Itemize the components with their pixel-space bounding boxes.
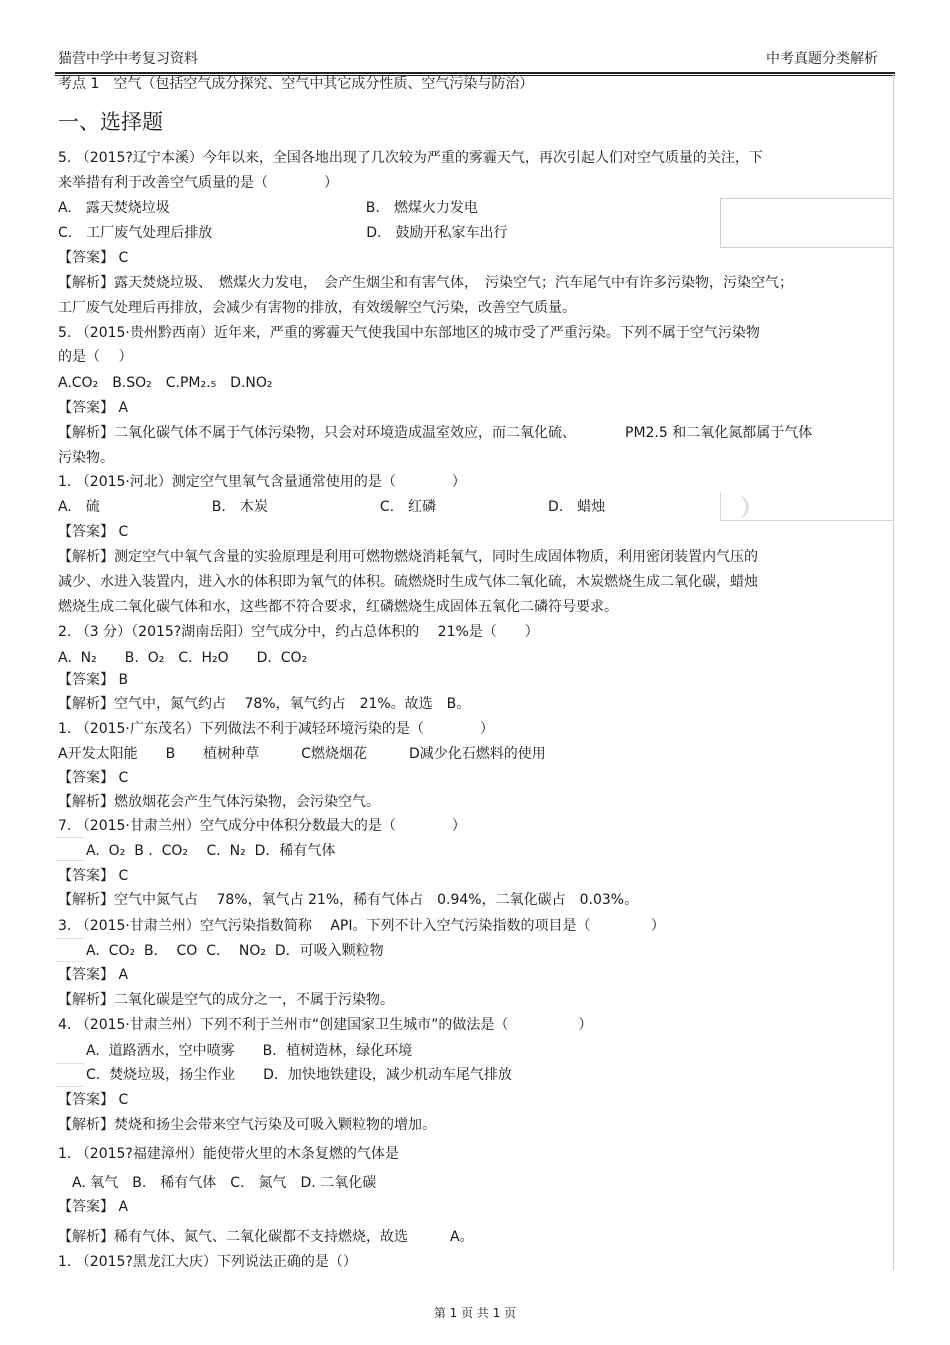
margin-arc-mark (722, 495, 749, 519)
explanation-line: 【解析】露天焚烧垃圾、 燃煤火力发电， 会产生烟尘和有害气体， 污染空气；汽车尾气中有许多污染物，污染空气； (58, 275, 793, 291)
explanation-line: 减少、水进入装置内，进入水的体积即为氧气的体积。硫燃烧时生成气体二氧化硫，木炭燃烧生成二氧化碳，蜡烛 (58, 574, 758, 590)
choice-line: C. 焚烧垃圾，扬尘作业 D．加快地铁建设，减少机动车尾气排放 (58, 1067, 512, 1083)
choice-line: A. O₂ B . CO₂ C. N₂ D．稀有气体 (58, 843, 336, 859)
answer-line: 【答案】 C (58, 868, 129, 884)
margin-box (720, 198, 894, 248)
question-stem: 4. （2015·甘肃兰州）下列不利于兰州市“创建国家卫生城市”的做法是（ ） (58, 1017, 593, 1033)
answer-line: 【答案】 C (58, 250, 129, 266)
right-margin-line (893, 75, 894, 1270)
choice-line: A. 露天焚烧垃圾 B. 燃煤火力发电 (58, 200, 478, 216)
choice-line: A. 氧气 B. 稀有气体 C. 氮气 D. 二氧化碳 (58, 1175, 377, 1191)
choice-line: A. 道路洒水，空中喷雾 B．植树造林，绿化环境 (58, 1043, 413, 1059)
question-stem: 1. （2015·河北）测定空气里氧气含量通常使用的是（ ） (58, 474, 466, 490)
answer-line: 【答案】 C (58, 770, 129, 786)
page-footer: 第 1 页 共 1 页 (433, 1306, 517, 1320)
section-heading: 一、选择题 (58, 110, 163, 134)
header-left: 猫营中学中考复习资料 (58, 51, 198, 67)
choice-line: A. CO₂ B． CO C． NO₂ D．可吸入颗粒物 (58, 943, 384, 959)
choice-line: A.CO₂ B.SO₂ C.PM₂.₅ D.NO₂ (58, 375, 273, 391)
explanation-line: 【解析】燃放烟花会产生气体污染物，会污染空气。 (58, 794, 380, 810)
question-stem: 2. （3 分）（2015?湖南岳阳）空气成分中，约占总体积的 21%是（ ） (58, 624, 539, 640)
question-stem: 7. （2015·甘肃兰州）空气成分中体积分数最大的是（ ） (58, 818, 466, 834)
header-right: 中考真题分类解析 (766, 51, 878, 67)
choice-line: A. N₂ B. O₂ C. H₂O D. CO₂ (58, 650, 308, 666)
header-rule (55, 72, 895, 74)
explanation-line: 【解析】二氧化碳气体不属于气体污染物，只会对环境造成温室效应，而二氧化硫、 PM2.5 和二氧化氮都属于气体 (58, 425, 813, 441)
question-stem: 3. （2015·甘肃兰州）空气污染指数简称 API。下列不计入空气污染指数的项目是（ ） (58, 918, 665, 934)
choice-line: A开发太阳能 B 植树种草 C燃烧烟花 D减少化石燃料的使用 (58, 746, 546, 762)
answer-line: 【答案】 C (58, 1092, 129, 1108)
topic-title: 考点 1 空气（包括空气成分探究、空气中其它成分性质、空气污染与防治） (58, 76, 534, 92)
question-stem: 1. （2015·广东茂名）下列做法不利于减轻环境污染的是（ ） (58, 721, 494, 737)
question-stem: 1. （2015?黑龙江大庆）下列说法正确的是（） (58, 1254, 357, 1270)
explanation-line: 【解析】空气中，氮气约占 78%，氧气约占 21%。故选 B。 (58, 696, 471, 712)
question-stem: 5. （2015·贵州黔西南）近年来，严重的雾霾天气使我国中东部地区的城市受了严重污染。下列不属于空气污染物 (58, 325, 760, 341)
answer-line: 【答案】 A (58, 400, 129, 416)
explanation-line: 【解析】测定空气中氧气含量的实验原理是利用可燃物燃烧消耗氧气，同时生成固体物质，利用密闭装置内气压的 (58, 549, 758, 565)
question-stem: 5. （2015?辽宁本溪）今年以来，全国各地出现了几次较为严重的雾霾天气，再次引起人们对空气质量的关注，下 (58, 150, 763, 166)
answer-line: 【答案】 C (58, 524, 129, 540)
explanation-line: 【解析】焚烧和扬尘会带来空气污染及可吸入颗粒物的增加。 (58, 1117, 436, 1133)
question-stem: 来举措有利于改善空气质量的是（ ） (58, 175, 338, 191)
question-stem: 1. （2015?福建漳州）能使带火里的木条复燃的气体是 (58, 1146, 399, 1162)
answer-line: 【答案】 A (58, 967, 129, 983)
explanation-line: 污染物。 (58, 450, 114, 466)
explanation-line: 【解析】稀有气体、氮气、二氧化碳都不支持燃烧，故选 A。 (58, 1229, 474, 1245)
question-stem: 的是（ ） (58, 349, 133, 365)
choice-line: A. 硫 B. 木炭 C. 红磷 D. 蜡烛 (58, 499, 606, 515)
explanation-line: 工厂废气处理后再排放，会减少有害物的排放，有效缓解空气污染，改善空气质量。 (58, 300, 576, 316)
explanation-line: 【解析】二氧化碳是空气的成分之一，不属于污染物。 (58, 992, 394, 1008)
answer-line: 【答案】 A (58, 1199, 129, 1215)
explanation-line: 【解析】空气中氮气占 78%，氧气占 21%，稀有气体占 0.94%，二氧化碳占 0.03%。 (58, 892, 639, 908)
choice-line: C. 工厂废气处理后排放 D. 鼓励开私家车出行 (58, 225, 508, 241)
answer-line: 【答案】 B (58, 672, 129, 688)
explanation-line: 燃烧生成二氧化碳气体和水，这些都不符合要求，红磷燃烧生成固体五氧化二磷符号要求。 (58, 599, 618, 615)
